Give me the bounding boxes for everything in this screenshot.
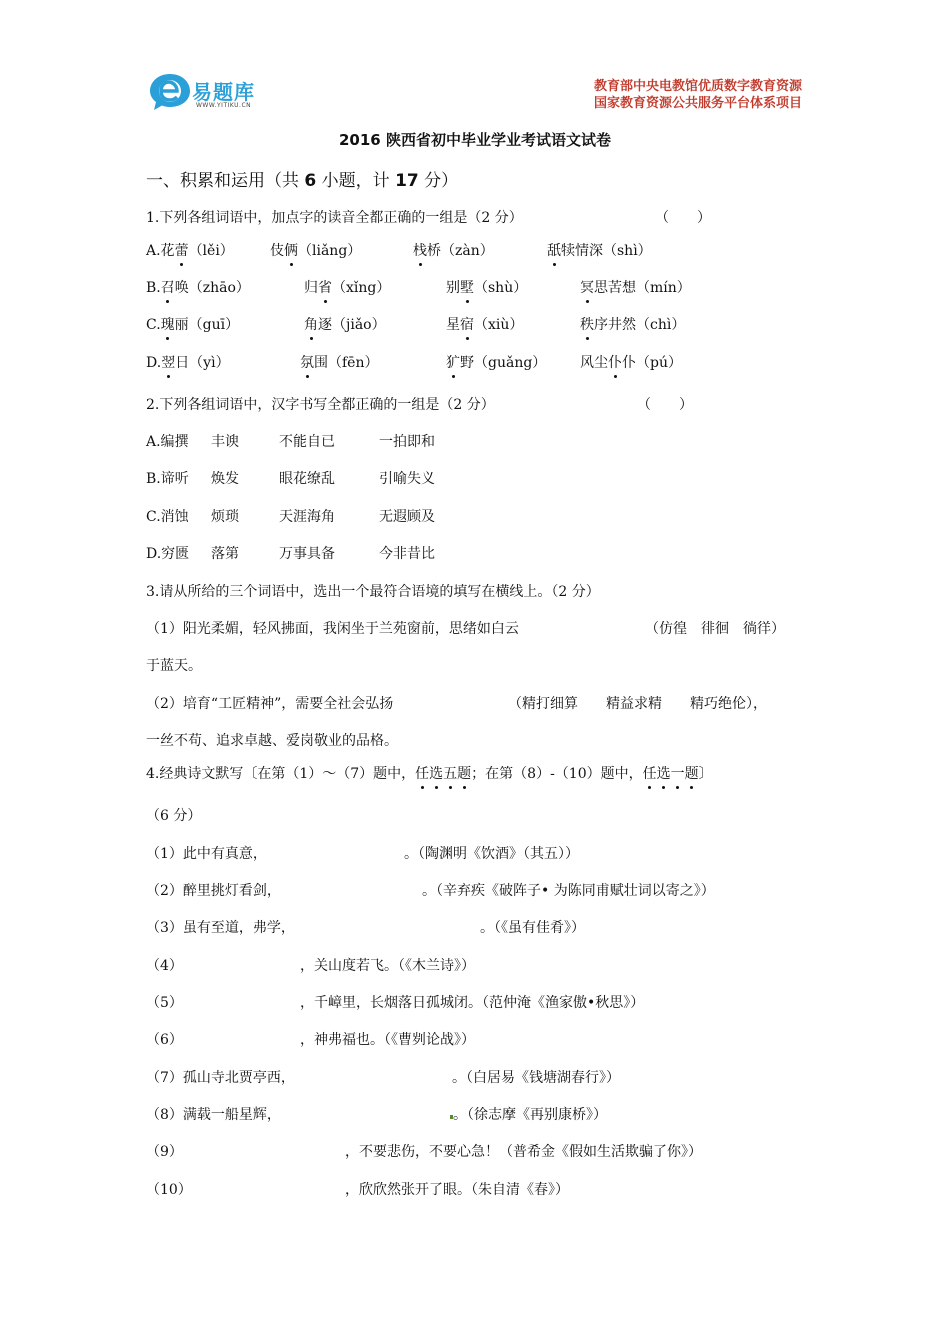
q3-sentence-2: （2）培育“工匠精神”，需要全社会弘扬 — [146, 696, 394, 712]
q1-option-c-1: C.瑰丽（guī） — [146, 314, 239, 334]
q4-item-5-source: ，千嶂里，长烟落日孤城闭。（范仲淹《渔家傲•秋思》） — [300, 995, 645, 1011]
q4-item-5: （5） — [146, 995, 183, 1011]
q4-item-1-source: 。（陶渊明《饮酒》（其五）） — [404, 846, 579, 862]
q1-option-d-3: 犷野（guǎng） — [446, 352, 546, 372]
q1-option-d-4: 风尘仆仆（pú） — [580, 352, 682, 372]
q2-option-c-2: 烦琐 — [211, 509, 239, 525]
q2-option-a-2: 丰谀 — [211, 434, 239, 450]
q4-score: （6 分） — [146, 808, 202, 824]
q4-item-4: （4） — [146, 958, 183, 974]
q1-option-a-1: A.花蕾（lěi） — [146, 240, 234, 260]
q1-option-d-2: 氛围（fēn） — [300, 352, 378, 372]
q3-sentence-2-end: 一丝不苟、追求卓越、爱岗敬业的品格。 — [146, 733, 398, 749]
logo-name: 易题库 — [192, 80, 255, 104]
q2-stem: 2.下列各组词语中，汉字书写全都正确的一组是（2 分） — [146, 397, 495, 413]
q1-stem: 1.下列各组词语中，加点字的读音全都正确的一组是（2 分） — [146, 210, 523, 226]
q1-option-b-3: 别墅（shù） — [446, 277, 527, 297]
q4-stem: 4.经典诗文默写〔在第（1）～（7）题中，任选五题；在第（8）-（10）题中，任选一题〕 — [146, 763, 713, 783]
q3-stem: 3.请从所给的三个词语中，选出一个最符合语境的填写在横线上。（2 分） — [146, 584, 600, 600]
logo-url: WWW.YITIKU.CN — [196, 102, 252, 109]
q4-item-9: （9） — [146, 1144, 183, 1160]
q2-option-b-2: 焕发 — [211, 471, 239, 487]
q2-option-a-4: 一拍即和 — [379, 434, 435, 450]
q4-item-8: （8）满载一船星辉， — [146, 1107, 281, 1123]
q3-sentence-1: （1）阳光柔媚，轻风拂面，我闲坐于兰苑窗前，思绪如白云 — [146, 621, 519, 637]
q1-option-d-1: D.翌日（yì） — [146, 352, 230, 372]
e-bubble-icon — [148, 72, 192, 112]
q2-option-c-1: C.消蚀 — [146, 509, 189, 525]
q3-sentence-1-end: 于蓝天。 — [146, 658, 202, 674]
section-heading-a: 一、积累和运用（共 — [146, 171, 305, 191]
q2-option-b-1: B.谛听 — [146, 471, 189, 487]
q1-option-b-4: 冥思苦想（mín） — [580, 277, 691, 297]
slogan-line-1: 教育部中央电教馆优质数字教育资源 — [593, 79, 802, 94]
q4-item-7-source: 。（白居易《钱塘湖春行》） — [452, 1070, 620, 1086]
q2-option-c-4: 无遐顾及 — [379, 509, 435, 525]
q1-option-c-3: 星宿（xiù） — [446, 314, 523, 334]
q1-option-c-2: 角逐（jiǎo） — [304, 314, 386, 334]
q1-option-a-2: 伎俩（liǎng） — [270, 240, 361, 260]
section-heading-c: 分） — [418, 171, 459, 191]
q2-answer-blank[interactable]: （ ） — [637, 397, 693, 413]
slogan-line-2: 国家教育资源公共服务平台体系项目 — [593, 96, 802, 111]
q2-option-d-3: 万事具备 — [279, 546, 335, 562]
q2-option-a-1: A.编撰 — [146, 434, 189, 450]
q4-item-6-source: ，神弗福也。（《曹刿论战》） — [300, 1032, 475, 1048]
q2-option-d-2: 落第 — [211, 546, 239, 562]
q4-item-4-source: ，关山度若飞。（《木兰诗》） — [300, 958, 475, 974]
q1-option-a-3: 栈桥（zàn） — [413, 240, 494, 260]
q1-option-c-4: 秩序井然（chì） — [580, 314, 685, 334]
page-header — [0, 0, 950, 125]
q4-item-7: （7）孤山寺北贾亭西， — [146, 1070, 295, 1086]
q4-item-8-source — [448, 1104, 607, 1124]
section-heading-b: 小题，计 — [316, 171, 396, 191]
q2-option-d-1: D.穷匮 — [146, 546, 190, 562]
q3-sentence-1-options: （仿徨 徘徊 徜徉） — [645, 621, 785, 637]
q4-item-8-source-text: 。（徐志摩《再别康桥》） — [453, 1107, 607, 1123]
q2-option-b-4: 引喻失义 — [379, 471, 435, 487]
q4-item-10-source: ，欣欣然张开了眼。（朱自清《春》） — [345, 1182, 569, 1198]
yitiku-logo[interactable] — [148, 72, 288, 114]
q4-item-9-source: ，不要悲伤，不要心急！（普希金《假如生活欺骗了你》） — [345, 1144, 702, 1160]
q4-item-10: （10） — [146, 1182, 192, 1198]
slogan — [594, 78, 802, 112]
q4-item-3-source: 。（《虽有佳肴》） — [480, 920, 585, 936]
q4-item-2: （2）醉里挑灯看剑， — [146, 883, 281, 899]
q2-option-d-4: 今非昔比 — [379, 546, 435, 562]
q4-item-6: （6） — [146, 1032, 183, 1048]
q4-item-2-source: 。（辛弃疾《破阵子• 为陈同甫赋壮词以寄之》） — [422, 883, 715, 899]
q1-option-b-2: 归省（xǐng） — [304, 277, 390, 297]
q1-option-a-4: 舐犊情深（shì） — [547, 240, 652, 260]
section-total-score: 17 — [395, 171, 419, 191]
q4-item-3: （3）虽有至道，弗学， — [146, 920, 295, 936]
page-title: 2016 陕西省初中毕业学业考试语文试卷 — [339, 131, 611, 149]
q2-option-b-3: 眼花缭乱 — [279, 471, 335, 487]
q4-item-1: （1）此中有真意， — [146, 846, 267, 862]
q1-option-b-1: B.召唤（zhāo） — [146, 277, 250, 297]
q2-option-c-3: 天涯海角 — [279, 509, 335, 525]
q3-sentence-2-options: （精打细算 精益求精 精巧绝伦）， — [508, 696, 767, 712]
q2-option-a-3: 不能自已 — [279, 434, 335, 450]
q1-answer-blank[interactable]: （ ） — [655, 210, 711, 226]
section-heading — [146, 166, 458, 191]
section-question-count: 6 — [304, 171, 317, 191]
